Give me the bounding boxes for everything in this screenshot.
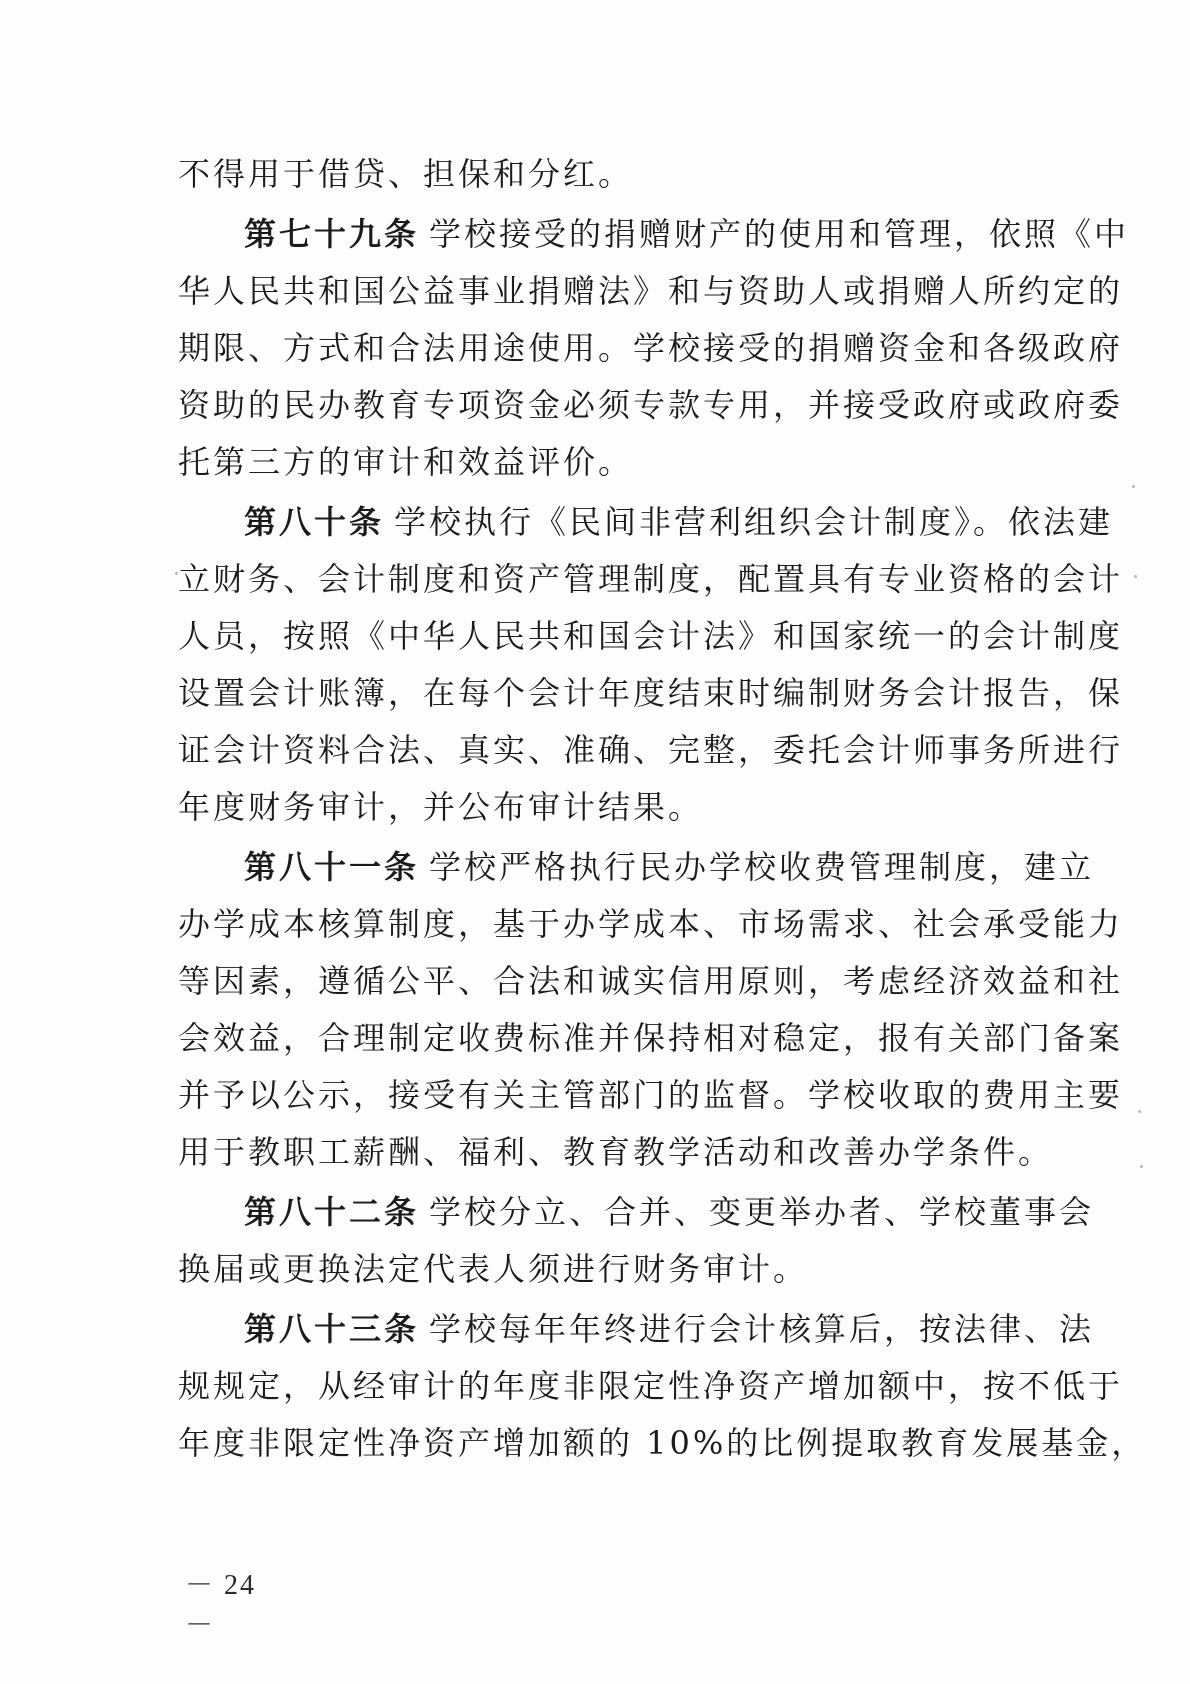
scan-speck [1140,1165,1143,1168]
line-text: 华人民共和国公益事业捐赠法》和与资助人或捐赠人所约定的 [178,272,1124,310]
line-text: 年度非限定性净资产增加额的 10%的比例提取教育发展基金， [178,1424,1147,1462]
line-text: 学校严格执行民办学校收费管理制度，建立 [429,848,1095,886]
article-80-first-line [244,500,1114,544]
article-81-first-line [244,845,1095,889]
text-line [178,785,1008,829]
line-text: 学校执行《民间非营利组织会计制度》。依法建 [394,503,1114,541]
line-text: 人员，按照《中华人民共和国会计法》和国家统一的会计制度 [178,617,1124,655]
article-83-first-line [244,1307,1095,1351]
text-line [178,269,1124,313]
text-line [178,728,1124,772]
text-line [178,1016,1124,1060]
article-heading: 第八十二条 [244,1193,420,1231]
article-heading: 第八十条 [244,503,385,541]
line-text: 会效益，合理制定收费标准并保持相对稳定，报有关部门备案 [178,1019,1124,1057]
scan-speck [1138,1110,1141,1113]
article-82-first-line [244,1190,1095,1234]
text-line [178,1247,1008,1291]
text-line [178,557,1124,601]
text-line [178,614,1124,658]
line-text: 年度财务审计，并公布审计结果。 [178,788,704,826]
line-text: 证会计资料合法、真实、准确、完整，委托会计师事务所进行 [178,731,1124,769]
text-line [178,959,1124,1003]
text-line [178,1421,1147,1465]
text-line [178,383,1124,427]
line-text: 学校分立、合并、变更举办者、学校董事会 [429,1193,1095,1231]
line-text: 学校接受的捐赠财产的使用和管理，依照《中 [429,215,1130,253]
article-heading: 第八十三条 [244,1310,420,1348]
text-line [178,326,1124,370]
article-heading: 第七十九条 [244,215,420,253]
scan-speck [1134,575,1137,578]
scan-speck [1132,485,1135,488]
text-line [178,1073,1124,1117]
line-text: 立财务、会计制度和资产管理制度，配置具有专业资格的会计 [178,560,1124,598]
page-number: － 24 － [185,1570,257,1641]
line-text: 期限、方式和合法用途使用。学校接受的捐赠资金和各级政府 [178,329,1124,367]
text-line [178,902,1124,946]
line-text: 办学成本核算制度，基于办学成本、市场需求、社会承受能力 [178,905,1124,943]
text-line [178,440,1008,484]
line-text: 不得用于借贷、担保和分红。 [178,155,634,193]
line-text: 规规定，从经审计的年度非限定性净资产增加额中，按不低于 [178,1367,1124,1405]
article-heading: 第八十一条 [244,848,420,886]
line-text: 学校每年年终进行会计核算后，按法律、法 [429,1310,1095,1348]
text-line [178,152,1008,196]
line-text: 换届或更换法定代表人须进行财务审计。 [178,1250,809,1288]
text-line [178,671,1124,715]
line-text: 资助的民办教育专项资金必须专款专用，并接受政府或政府委 [178,386,1124,424]
scan-speck [175,572,178,575]
text-line [178,1364,1124,1408]
line-text: 并予以公示，接受有关主管部门的监督。学校收取的费用主要 [178,1076,1124,1114]
line-text: 设置会计账簿，在每个会计年度结束时编制财务会计报告，保 [178,674,1124,712]
text-line [178,1130,1054,1174]
line-text: 托第三方的审计和效益评价。 [178,443,634,481]
article-79-first-line [244,212,1130,256]
line-text: 用于教职工薪酬、福利、教育教学活动和改善办学条件。 [178,1133,1054,1171]
line-text: 等因素，遵循公平、合法和诚实信用原则，考虑经济效益和社 [178,962,1124,1000]
